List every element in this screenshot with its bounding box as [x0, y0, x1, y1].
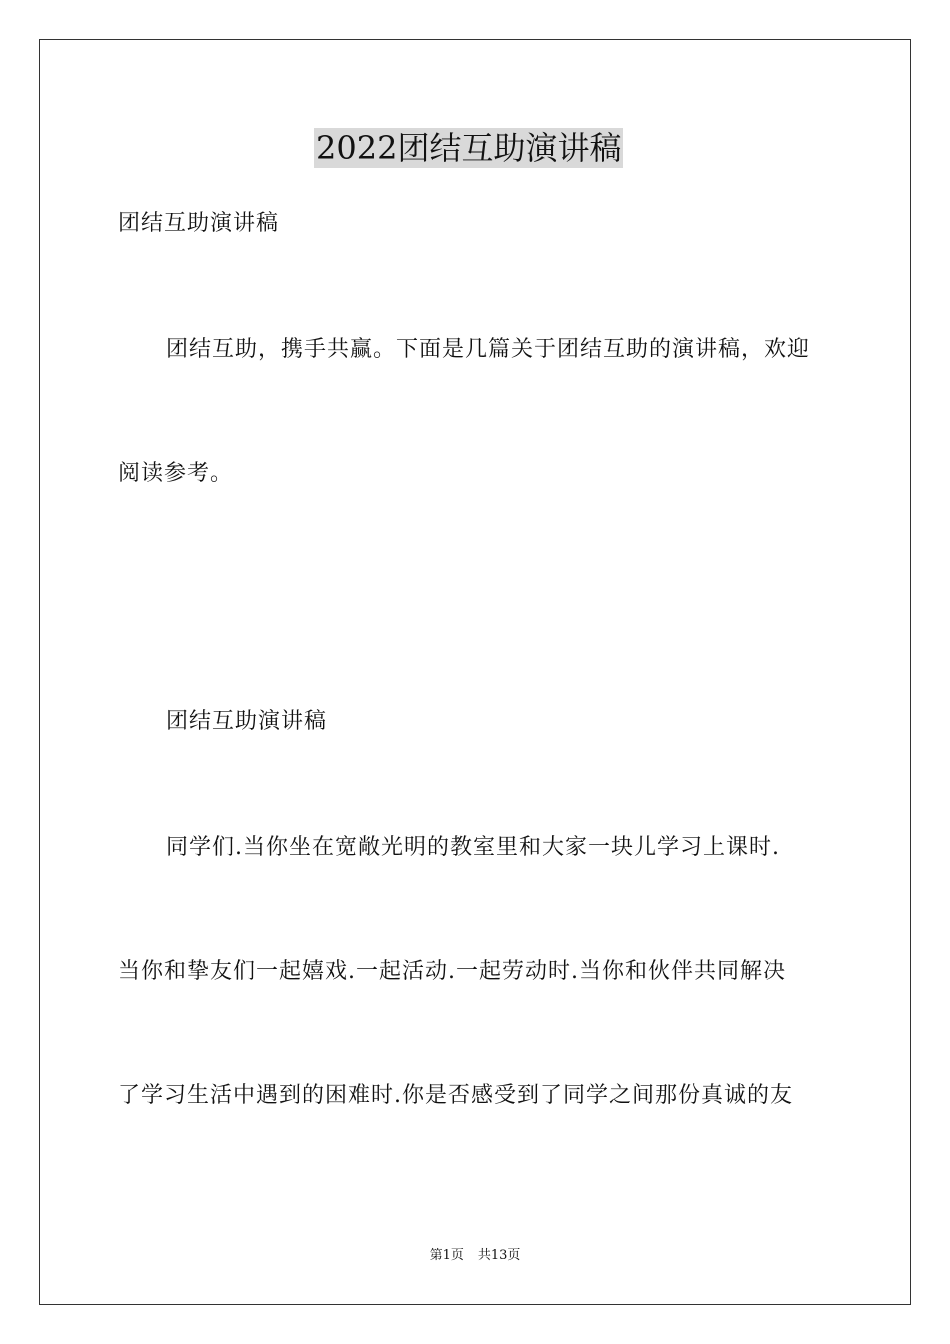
paragraph-line: 当你和挚友们一起嬉戏.一起活动.一起劳动时.当你和伙伴共同解决	[118, 959, 786, 984]
paragraph-line: 阅读参考。	[118, 461, 234, 486]
page-number: 第1页	[429, 1248, 464, 1263]
paragraph-line: 同学们.当你坐在宽敞光明的教室里和大家一块儿学习上课时.	[166, 835, 780, 860]
document-title: 2022团结互助演讲稿	[316, 129, 622, 167]
paragraph-line: 了学习生活中遇到的困难时.你是否感受到了同学之间那份真诚的友	[118, 1083, 793, 1108]
page-footer	[0, 1247, 950, 1265]
section-heading: 团结互助演讲稿	[166, 709, 328, 734]
page-total: 共13页	[477, 1248, 521, 1263]
paragraph-line: 团结互助，携手共赢。下面是几篇关于团结互助的演讲稿，欢迎	[166, 337, 811, 362]
subtitle-line: 团结互助演讲稿	[118, 211, 280, 236]
